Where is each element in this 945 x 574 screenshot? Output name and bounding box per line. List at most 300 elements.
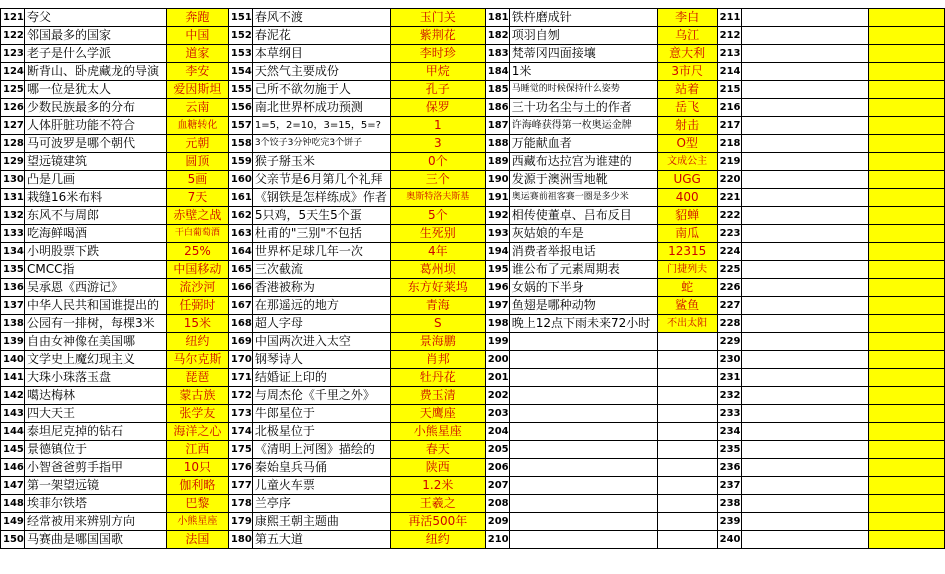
question-cell[interactable]: 公园有一排树，每棵3米 [24,315,166,333]
answer-cell[interactable]: 再活500年 [390,513,485,531]
answer-cell[interactable]: 文成公主 [657,153,717,171]
question-cell[interactable]: 牛郎星位于 [252,405,390,423]
question-number: 199 [485,333,509,351]
answer-cell[interactable] [869,99,945,117]
answer-cell[interactable]: 牡丹花 [390,369,485,387]
question-cell[interactable]: 奥运赛前祖客赛一圈是多少米 [509,189,657,207]
answer-cell[interactable]: 乌江 [657,27,717,45]
question-cell[interactable]: 第一架望远镜 [24,477,166,495]
question-cell[interactable]: 秦始皇兵马俑 [252,459,390,477]
question-cell[interactable]: 项羽自刎 [509,27,657,45]
question-number: 189 [485,153,509,171]
answer-cell[interactable]: 鲨鱼 [657,297,717,315]
answer-cell[interactable]: 巴黎 [166,495,228,513]
answer-cell[interactable] [869,171,945,189]
question-cell[interactable] [741,441,869,459]
answer-cell[interactable] [869,315,945,333]
answer-cell[interactable]: UGG [657,171,717,189]
question-cell[interactable] [741,171,869,189]
answer-cell[interactable]: 4年 [390,243,485,261]
answer-cell[interactable]: 400 [657,189,717,207]
question-cell[interactable]: 中华人民共和国谁提出的 [24,297,166,315]
question-number: 160 [228,171,252,189]
answer-cell[interactable]: 小熊星座 [166,513,228,531]
answer-cell[interactable] [869,369,945,387]
question-cell[interactable]: 自由女神像在美国哪 [24,333,166,351]
answer-cell[interactable] [869,225,945,243]
question-cell[interactable]: 少数民族最多的分布 [24,99,166,117]
answer-cell[interactable]: 25% [166,243,228,261]
question-number: 164 [228,243,252,261]
question-cell[interactable] [741,513,869,531]
question-cell[interactable]: 儿童火车票 [252,477,390,495]
question-cell[interactable] [509,369,657,387]
question-cell[interactable] [741,261,869,279]
answer-cell[interactable]: 肖邦 [390,351,485,369]
answer-cell[interactable]: 小熊星座 [390,423,485,441]
answer-cell[interactable]: 7天 [166,189,228,207]
question-cell[interactable]: 香港被称为 [252,279,390,297]
answer-cell[interactable] [657,333,717,351]
question-cell[interactable]: 钢琴诗人 [252,351,390,369]
answer-cell[interactable] [869,351,945,369]
answer-cell[interactable]: 东方好莱坞 [390,279,485,297]
answer-cell[interactable] [869,477,945,495]
question-number: 178 [228,495,252,513]
question-cell[interactable]: 景德镇位于 [24,441,166,459]
answer-cell[interactable] [869,117,945,135]
answer-cell[interactable] [657,369,717,387]
answer-cell[interactable]: 李时珍 [390,45,485,63]
question-number: 172 [228,387,252,405]
answer-cell[interactable]: 貂蝉 [657,207,717,225]
question-cell[interactable]: 铁杵磨成针 [509,9,657,27]
question-cell[interactable] [741,333,869,351]
answer-cell[interactable] [657,513,717,531]
question-cell[interactable]: 老子是什么学派 [24,45,166,63]
question-cell[interactable]: 5只鸡，5天生5个蛋 [252,207,390,225]
question-number: 152 [228,27,252,45]
answer-cell[interactable]: 保罗 [390,99,485,117]
question-cell[interactable] [741,99,869,117]
answer-cell[interactable] [869,243,945,261]
question-cell[interactable] [741,189,869,207]
question-cell[interactable] [741,387,869,405]
answer-cell[interactable] [657,405,717,423]
question-number: 217 [717,117,741,135]
question-number: 179 [228,513,252,531]
question-cell[interactable] [741,207,869,225]
question-cell[interactable] [509,333,657,351]
question-cell[interactable]: 猴子掰玉米 [252,153,390,171]
question-number: 167 [228,297,252,315]
question-number: 194 [485,243,509,261]
answer-cell[interactable] [657,351,717,369]
answer-cell[interactable]: 12315 [657,243,717,261]
question-cell[interactable]: 吃海鲜喝酒 [24,225,166,243]
answer-cell[interactable]: 道家 [166,45,228,63]
question-cell[interactable]: 结婚证上印的 [252,369,390,387]
sheet-row [1,243,945,261]
answer-cell[interactable]: 孔子 [390,81,485,99]
question-cell[interactable]: 经常被用来辨别方向 [24,513,166,531]
answer-cell[interactable]: 南瓜 [657,225,717,243]
answer-cell[interactable]: 景海鹏 [390,333,485,351]
answer-cell[interactable]: 15米 [166,315,228,333]
question-cell[interactable] [741,63,869,81]
question-cell[interactable]: 噶达梅林 [24,387,166,405]
answer-cell[interactable]: 0个 [390,153,485,171]
question-number: 146 [1,459,25,477]
answer-cell[interactable]: 5个 [390,207,485,225]
question-cell[interactable] [741,117,869,135]
answer-cell[interactable]: 1 [390,117,485,135]
answer-cell[interactable]: 蛇 [657,279,717,297]
question-cell[interactable]: 世界杯足球几年一次 [252,243,390,261]
answer-cell[interactable] [869,333,945,351]
answer-cell[interactable]: 江西 [166,441,228,459]
question-number: 237 [717,477,741,495]
answer-cell[interactable] [869,153,945,171]
question-cell[interactable] [741,405,869,423]
answer-cell[interactable]: 岳飞 [657,99,717,117]
answer-cell[interactable]: 流沙河 [166,279,228,297]
answer-cell[interactable] [657,459,717,477]
question-number: 141 [1,369,25,387]
answer-cell[interactable] [869,81,945,99]
question-cell[interactable] [741,369,869,387]
question-cell[interactable]: 消费者举报电话 [509,243,657,261]
question-cell[interactable]: 马赛曲是哪国国歌 [24,531,166,549]
question-number: 188 [485,135,509,153]
answer-cell[interactable]: 5画 [166,171,228,189]
question-cell[interactable]: 哪一位是犹太人 [24,81,166,99]
sheet-row [1,369,945,387]
sheet-row [1,189,945,207]
answer-cell[interactable]: 玉门关 [390,9,485,27]
question-cell[interactable]: 凸是几画 [24,171,166,189]
answer-cell[interactable]: 圆顶 [166,153,228,171]
question-cell[interactable]: 春风不渡 [252,9,390,27]
question-cell[interactable] [509,405,657,423]
question-number: 198 [485,315,509,333]
question-cell[interactable] [741,423,869,441]
answer-cell[interactable]: 葛州坝 [390,261,485,279]
question-cell[interactable]: 1=5，2=10，3=15，5=? [252,117,390,135]
question-cell[interactable]: 中国两次进入太空 [252,333,390,351]
answer-cell[interactable] [869,45,945,63]
answer-cell[interactable] [869,459,945,477]
question-number: 149 [1,513,25,531]
sheet-row [1,171,945,189]
answer-cell[interactable]: 元朝 [166,135,228,153]
question-cell[interactable] [741,225,869,243]
question-number: 186 [485,99,509,117]
answer-cell[interactable] [869,207,945,225]
question-cell[interactable] [509,459,657,477]
quiz-answer-sheet [0,8,945,549]
sheet-row [1,495,945,513]
question-cell[interactable]: 《钢铁是怎样练成》作者 [252,189,390,207]
answer-cell[interactable] [869,423,945,441]
question-cell[interactable]: 本草纲目 [252,45,390,63]
question-cell[interactable] [741,243,869,261]
sheet-row [1,315,945,333]
question-number: 233 [717,405,741,423]
answer-cell[interactable]: 赤壁之战 [166,207,228,225]
answer-cell[interactable]: 门捷列夫 [657,261,717,279]
question-cell[interactable]: 3个饺子3分钟吃完3个饼子 [252,135,390,153]
answer-cell[interactable]: 奔跑 [166,9,228,27]
question-number: 227 [717,297,741,315]
question-cell[interactable]: 父亲节是6月第几个礼拜 [252,171,390,189]
answer-cell[interactable] [869,297,945,315]
question-number: 177 [228,477,252,495]
answer-cell[interactable] [869,135,945,153]
answer-cell[interactable]: 3市尺 [657,63,717,81]
question-cell[interactable]: 梵蒂冈四面接壤 [509,45,657,63]
answer-cell[interactable]: 张学友 [166,405,228,423]
answer-cell[interactable]: 费玉清 [390,387,485,405]
question-cell[interactable]: 女娲的下半身 [509,279,657,297]
question-cell[interactable]: 与周杰伦《千里之外》 [252,387,390,405]
question-cell[interactable]: 泰坦尼克掉的钻石 [24,423,166,441]
question-cell[interactable]: 三次截流 [252,261,390,279]
question-number: 211 [717,9,741,27]
answer-cell[interactable]: 纽约 [390,531,485,549]
answer-cell[interactable]: 青海 [390,297,485,315]
question-cell[interactable]: 四大天王 [24,405,166,423]
question-cell[interactable]: 吴承恩《西游记》 [24,279,166,297]
question-number: 195 [485,261,509,279]
answer-cell[interactable]: S [390,315,485,333]
answer-cell[interactable]: 琵琶 [166,369,228,387]
question-cell[interactable]: 断背山、卧虎藏龙的导演 [24,63,166,81]
answer-cell[interactable]: 紫荆花 [390,27,485,45]
answer-cell[interactable]: 爱因斯坦 [166,81,228,99]
answer-cell[interactable]: 生死别 [390,225,485,243]
question-number: 154 [228,63,252,81]
question-cell[interactable] [509,513,657,531]
question-cell[interactable]: 杜甫的"三别"不包括 [252,225,390,243]
question-number: 165 [228,261,252,279]
answer-cell[interactable] [869,27,945,45]
question-cell[interactable]: 人体肝脏功能不符合 [24,117,166,135]
question-cell[interactable]: 邻国最多的国家 [24,27,166,45]
question-cell[interactable] [741,153,869,171]
question-number: 185 [485,81,509,99]
question-number: 213 [717,45,741,63]
answer-cell[interactable] [869,531,945,549]
question-cell[interactable] [741,279,869,297]
answer-cell[interactable]: 伽利略 [166,477,228,495]
question-cell[interactable]: 超人字母 [252,315,390,333]
sheet-row [1,333,945,351]
question-number: 207 [485,477,509,495]
question-cell[interactable] [741,9,869,27]
answer-cell[interactable]: 纽约 [166,333,228,351]
answer-cell[interactable]: 李安 [166,63,228,81]
question-cell[interactable]: 谁公布了元素周期表 [509,261,657,279]
question-cell[interactable]: 文学史上魔幻现主义 [24,351,166,369]
sheet-row [1,63,945,81]
question-number: 230 [717,351,741,369]
answer-cell[interactable] [657,387,717,405]
answer-cell[interactable] [869,261,945,279]
answer-cell[interactable]: 干白葡萄酒 [166,225,228,243]
question-cell[interactable]: 小智爸爸剪手指甲 [24,459,166,477]
answer-cell[interactable] [869,279,945,297]
question-cell[interactable] [741,351,869,369]
question-number: 161 [228,189,252,207]
answer-cell[interactable]: 三个 [390,171,485,189]
question-number: 212 [717,27,741,45]
question-cell[interactable]: 1米 [509,63,657,81]
question-cell[interactable]: 埃菲尔铁塔 [24,495,166,513]
question-cell[interactable]: 三十功名尘与土的作者 [509,99,657,117]
question-cell[interactable]: 《清明上河图》描绘的 [252,441,390,459]
answer-cell[interactable]: 10只 [166,459,228,477]
question-cell[interactable]: 栽缝16米布料 [24,189,166,207]
question-cell[interactable] [509,441,657,459]
answer-cell[interactable]: 射击 [657,117,717,135]
question-number: 222 [717,207,741,225]
answer-cell[interactable]: 1.2米 [390,477,485,495]
question-cell[interactable] [509,477,657,495]
sheet-row [1,459,945,477]
question-number: 140 [1,351,25,369]
question-cell[interactable] [509,495,657,513]
question-cell[interactable]: 康熙王朝主题曲 [252,513,390,531]
sheet-row [1,423,945,441]
answer-cell[interactable]: 李白 [657,9,717,27]
question-cell[interactable]: 马睡觉的时候保持什么姿势 [509,81,657,99]
answer-cell[interactable]: 春天 [390,441,485,459]
sheet-row [1,153,945,171]
answer-cell[interactable] [869,387,945,405]
answer-cell[interactable] [869,189,945,207]
answer-cell[interactable]: 3 [390,135,485,153]
answer-cell[interactable]: 任弼时 [166,297,228,315]
question-cell[interactable]: 相传使董卓、吕布反目 [509,207,657,225]
question-number: 205 [485,441,509,459]
question-cell[interactable] [741,315,869,333]
question-cell[interactable]: 天然气主要成份 [252,63,390,81]
answer-cell[interactable]: 血糖转化 [166,117,228,135]
answer-cell[interactable] [657,477,717,495]
answer-cell[interactable]: 云南 [166,99,228,117]
answer-cell[interactable]: O型 [657,135,717,153]
question-cell[interactable]: 灰姑娘的车是 [509,225,657,243]
question-cell[interactable]: 晚上12点下雨未来72小时 [509,315,657,333]
answer-cell[interactable]: 中国 [166,27,228,45]
question-cell[interactable] [741,81,869,99]
question-number: 169 [228,333,252,351]
sheet-row [1,405,945,423]
question-cell[interactable] [741,135,869,153]
answer-cell[interactable] [869,441,945,459]
question-cell[interactable]: 在那遥远的地方 [252,297,390,315]
question-cell[interactable]: 小明股票下跌 [24,243,166,261]
question-cell[interactable]: 北极星位于 [252,423,390,441]
question-cell[interactable] [741,27,869,45]
answer-cell[interactable] [869,513,945,531]
answer-cell[interactable]: 海洋之心 [166,423,228,441]
answer-cell[interactable] [657,495,717,513]
question-cell[interactable] [509,531,657,549]
question-number: 193 [485,225,509,243]
question-number: 221 [717,189,741,207]
answer-cell[interactable]: 法国 [166,531,228,549]
question-cell[interactable] [509,423,657,441]
answer-cell[interactable]: 不出太阳 [657,315,717,333]
question-number: 151 [228,9,252,27]
question-cell[interactable] [741,297,869,315]
answer-cell[interactable]: 陕西 [390,459,485,477]
question-cell[interactable]: 己所不欲勿施于人 [252,81,390,99]
question-cell[interactable]: 春泥花 [252,27,390,45]
question-number: 122 [1,27,25,45]
answer-cell[interactable]: 中国移动 [166,261,228,279]
question-cell[interactable]: 第五大道 [252,531,390,549]
question-cell[interactable] [509,387,657,405]
question-number: 224 [717,243,741,261]
question-cell[interactable]: 马可波罗是哪个朝代 [24,135,166,153]
question-number: 131 [1,189,25,207]
answer-cell[interactable] [657,423,717,441]
question-number: 136 [1,279,25,297]
question-cell[interactable] [741,459,869,477]
answer-cell[interactable]: 意大利 [657,45,717,63]
question-cell[interactable] [741,495,869,513]
question-cell[interactable]: 西藏布达拉宫为谁建的 [509,153,657,171]
question-cell[interactable]: 夸父 [24,9,166,27]
question-cell[interactable]: 许海峰获得第一枚奥运金牌 [509,117,657,135]
answer-cell[interactable]: 马尔克斯 [166,351,228,369]
answer-cell[interactable] [869,63,945,81]
question-cell[interactable]: 望远镜建筑 [24,153,166,171]
answer-cell[interactable]: 天鹰座 [390,405,485,423]
question-number: 234 [717,423,741,441]
question-number: 125 [1,81,25,99]
answer-cell[interactable] [657,441,717,459]
question-cell[interactable]: CMCC指 [24,261,166,279]
answer-cell[interactable] [657,531,717,549]
answer-cell[interactable]: 奥斯特洛夫斯基 [390,189,485,207]
answer-cell[interactable]: 甲烷 [390,63,485,81]
question-number: 238 [717,495,741,513]
question-cell[interactable]: 万能献血者 [509,135,657,153]
question-cell[interactable]: 东风不与周郎 [24,207,166,225]
question-cell[interactable]: 鱼翅是哪种动物 [509,297,657,315]
answer-cell[interactable]: 王羲之 [390,495,485,513]
question-cell[interactable]: 南北世界杯成功预测 [252,99,390,117]
question-cell[interactable] [509,351,657,369]
question-cell[interactable]: 兰亭序 [252,495,390,513]
answer-cell[interactable]: 站着 [657,81,717,99]
question-cell[interactable]: 发源于澳洲雪地靴 [509,171,657,189]
sheet-row [1,261,945,279]
answer-cell[interactable] [869,9,945,27]
answer-cell[interactable] [869,495,945,513]
question-number: 166 [228,279,252,297]
answer-cell[interactable]: 蒙古族 [166,387,228,405]
question-cell[interactable] [741,45,869,63]
answer-cell[interactable] [869,405,945,423]
question-cell[interactable]: 大珠小珠落玉盘 [24,369,166,387]
question-cell[interactable] [741,531,869,549]
question-cell[interactable] [741,477,869,495]
